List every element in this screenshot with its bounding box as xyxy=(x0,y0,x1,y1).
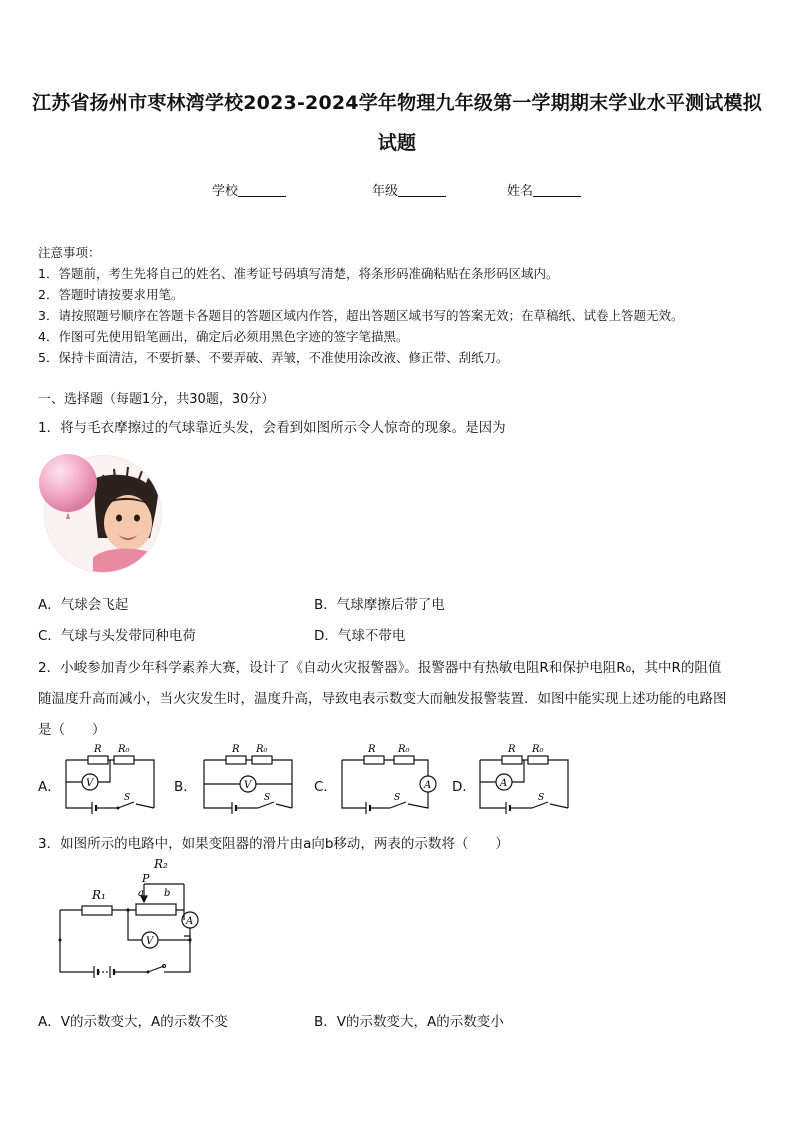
school-label: 学校 xyxy=(212,184,239,199)
q2-option-a[interactable]: A． xyxy=(38,779,61,795)
q1-option-a[interactable]: A．气球会飞起 xyxy=(38,597,129,613)
label-r: R xyxy=(368,744,376,755)
name-label: 姓名 xyxy=(507,184,534,199)
label-r: R xyxy=(94,744,102,755)
label-r0: R₀ xyxy=(118,744,130,755)
label-s: S xyxy=(538,793,545,803)
note-item: 5．保持卡面清洁，不要折暴、不要弄破、弄皱，不准使用涂改液、修正带、刮纸刀。 xyxy=(38,350,509,365)
ammeter-icon: A xyxy=(186,916,194,927)
note-item: 3．请按照题号顺序在答题卡各题目的答题区域内作答，超出答题区域书写的答案无效；在草稿纸、试卷上答题无效。 xyxy=(38,308,684,323)
ammeter-icon: A xyxy=(424,780,432,791)
ammeter-icon: A xyxy=(500,778,508,789)
q1-option-b[interactable]: B．气球摩擦后带了电 xyxy=(314,597,445,613)
q2-circuit-a xyxy=(62,742,158,818)
school-field xyxy=(212,180,286,199)
label-b-end: b xyxy=(164,888,171,899)
q1-balloon-girl-image xyxy=(38,453,168,575)
q2-option-d[interactable]: D． xyxy=(452,779,476,795)
grade-blank xyxy=(398,184,446,197)
page-title-line2: 试题 xyxy=(377,132,417,154)
label-s: S xyxy=(124,793,131,803)
name-blank xyxy=(533,184,581,197)
label-r1: R₁ xyxy=(92,888,106,902)
note-item: 4．作图可先使用铅笔画出，确定后必须用黑色字迹的签字笔描黑。 xyxy=(38,329,409,344)
q2-circuit-c xyxy=(338,742,438,818)
label-r0: R₀ xyxy=(398,744,410,755)
label-r: R xyxy=(232,744,240,755)
school-blank xyxy=(238,184,286,197)
grade-label: 年级 xyxy=(372,184,399,199)
q2-option-c[interactable]: C． xyxy=(314,779,337,795)
voltmeter-icon: V xyxy=(146,936,154,947)
voltmeter-icon: V xyxy=(244,780,252,791)
label-r0: R₀ xyxy=(532,744,544,755)
q2-option-b[interactable]: B． xyxy=(174,779,197,795)
q1-option-c[interactable]: C．气球与头发带同种电荷 xyxy=(38,628,196,644)
q2-stem-line3: 是（ ） xyxy=(38,722,106,738)
section-heading: 一、选择题（每题1分，共30题，30分） xyxy=(38,392,275,407)
label-r2: R₂ xyxy=(154,857,168,871)
label-p: P xyxy=(142,872,150,885)
label-r0: R₀ xyxy=(256,744,268,755)
label-a-end: a xyxy=(138,888,144,899)
label-s: S xyxy=(264,793,271,803)
label-s: S xyxy=(394,793,401,803)
notes-heading: 注意事项： xyxy=(38,245,101,260)
page-title: 江苏省扬州市枣林湾学校2023-2024学年物理九年级第一学期期末学业水平测试模拟 xyxy=(32,92,762,114)
voltmeter-icon: V xyxy=(86,778,94,789)
q1-option-d[interactable]: D．气球不带电 xyxy=(314,628,406,644)
q3-circuit xyxy=(54,854,214,980)
grade-field xyxy=(372,180,446,199)
q3-option-a[interactable]: A．V的示数变大，A的示数不变 xyxy=(38,1014,228,1030)
q1-stem: 1．将与毛衣摩擦过的气球靠近头发，会看到如图所示令人惊奇的现象。是因为 xyxy=(38,420,506,436)
q2-circuit-b xyxy=(200,742,296,818)
name-field xyxy=(507,180,581,199)
label-r: R xyxy=(508,744,516,755)
note-item: 2．答题时请按要求用笔。 xyxy=(38,287,184,302)
q3-option-b[interactable]: B．V的示数变大，A的示数变小 xyxy=(314,1014,504,1030)
q2-circuit-d xyxy=(476,742,572,818)
q2-stem-line1: 2．小峻参加青少年科学素养大赛，设计了《自动火灾报警器》。报警器中有热敏电阻R和保护电阻R₀，其中R的阻值 xyxy=(38,660,722,676)
q2-stem-line2: 随温度升高而减小，当火灾发生时，温度升高，导致电表示数变大而触发报警装置．如图中能实现上述功能的电路图 xyxy=(38,691,727,707)
note-item: 1．答题前，考生先将自己的姓名、准考证号码填写清楚，将条形码准确粘贴在条形码区域内。 xyxy=(38,266,559,281)
q3-stem: 3．如图所示的电路中，如果变阻器的滑片由a向b移动，两表的示数将（ ） xyxy=(38,836,509,852)
